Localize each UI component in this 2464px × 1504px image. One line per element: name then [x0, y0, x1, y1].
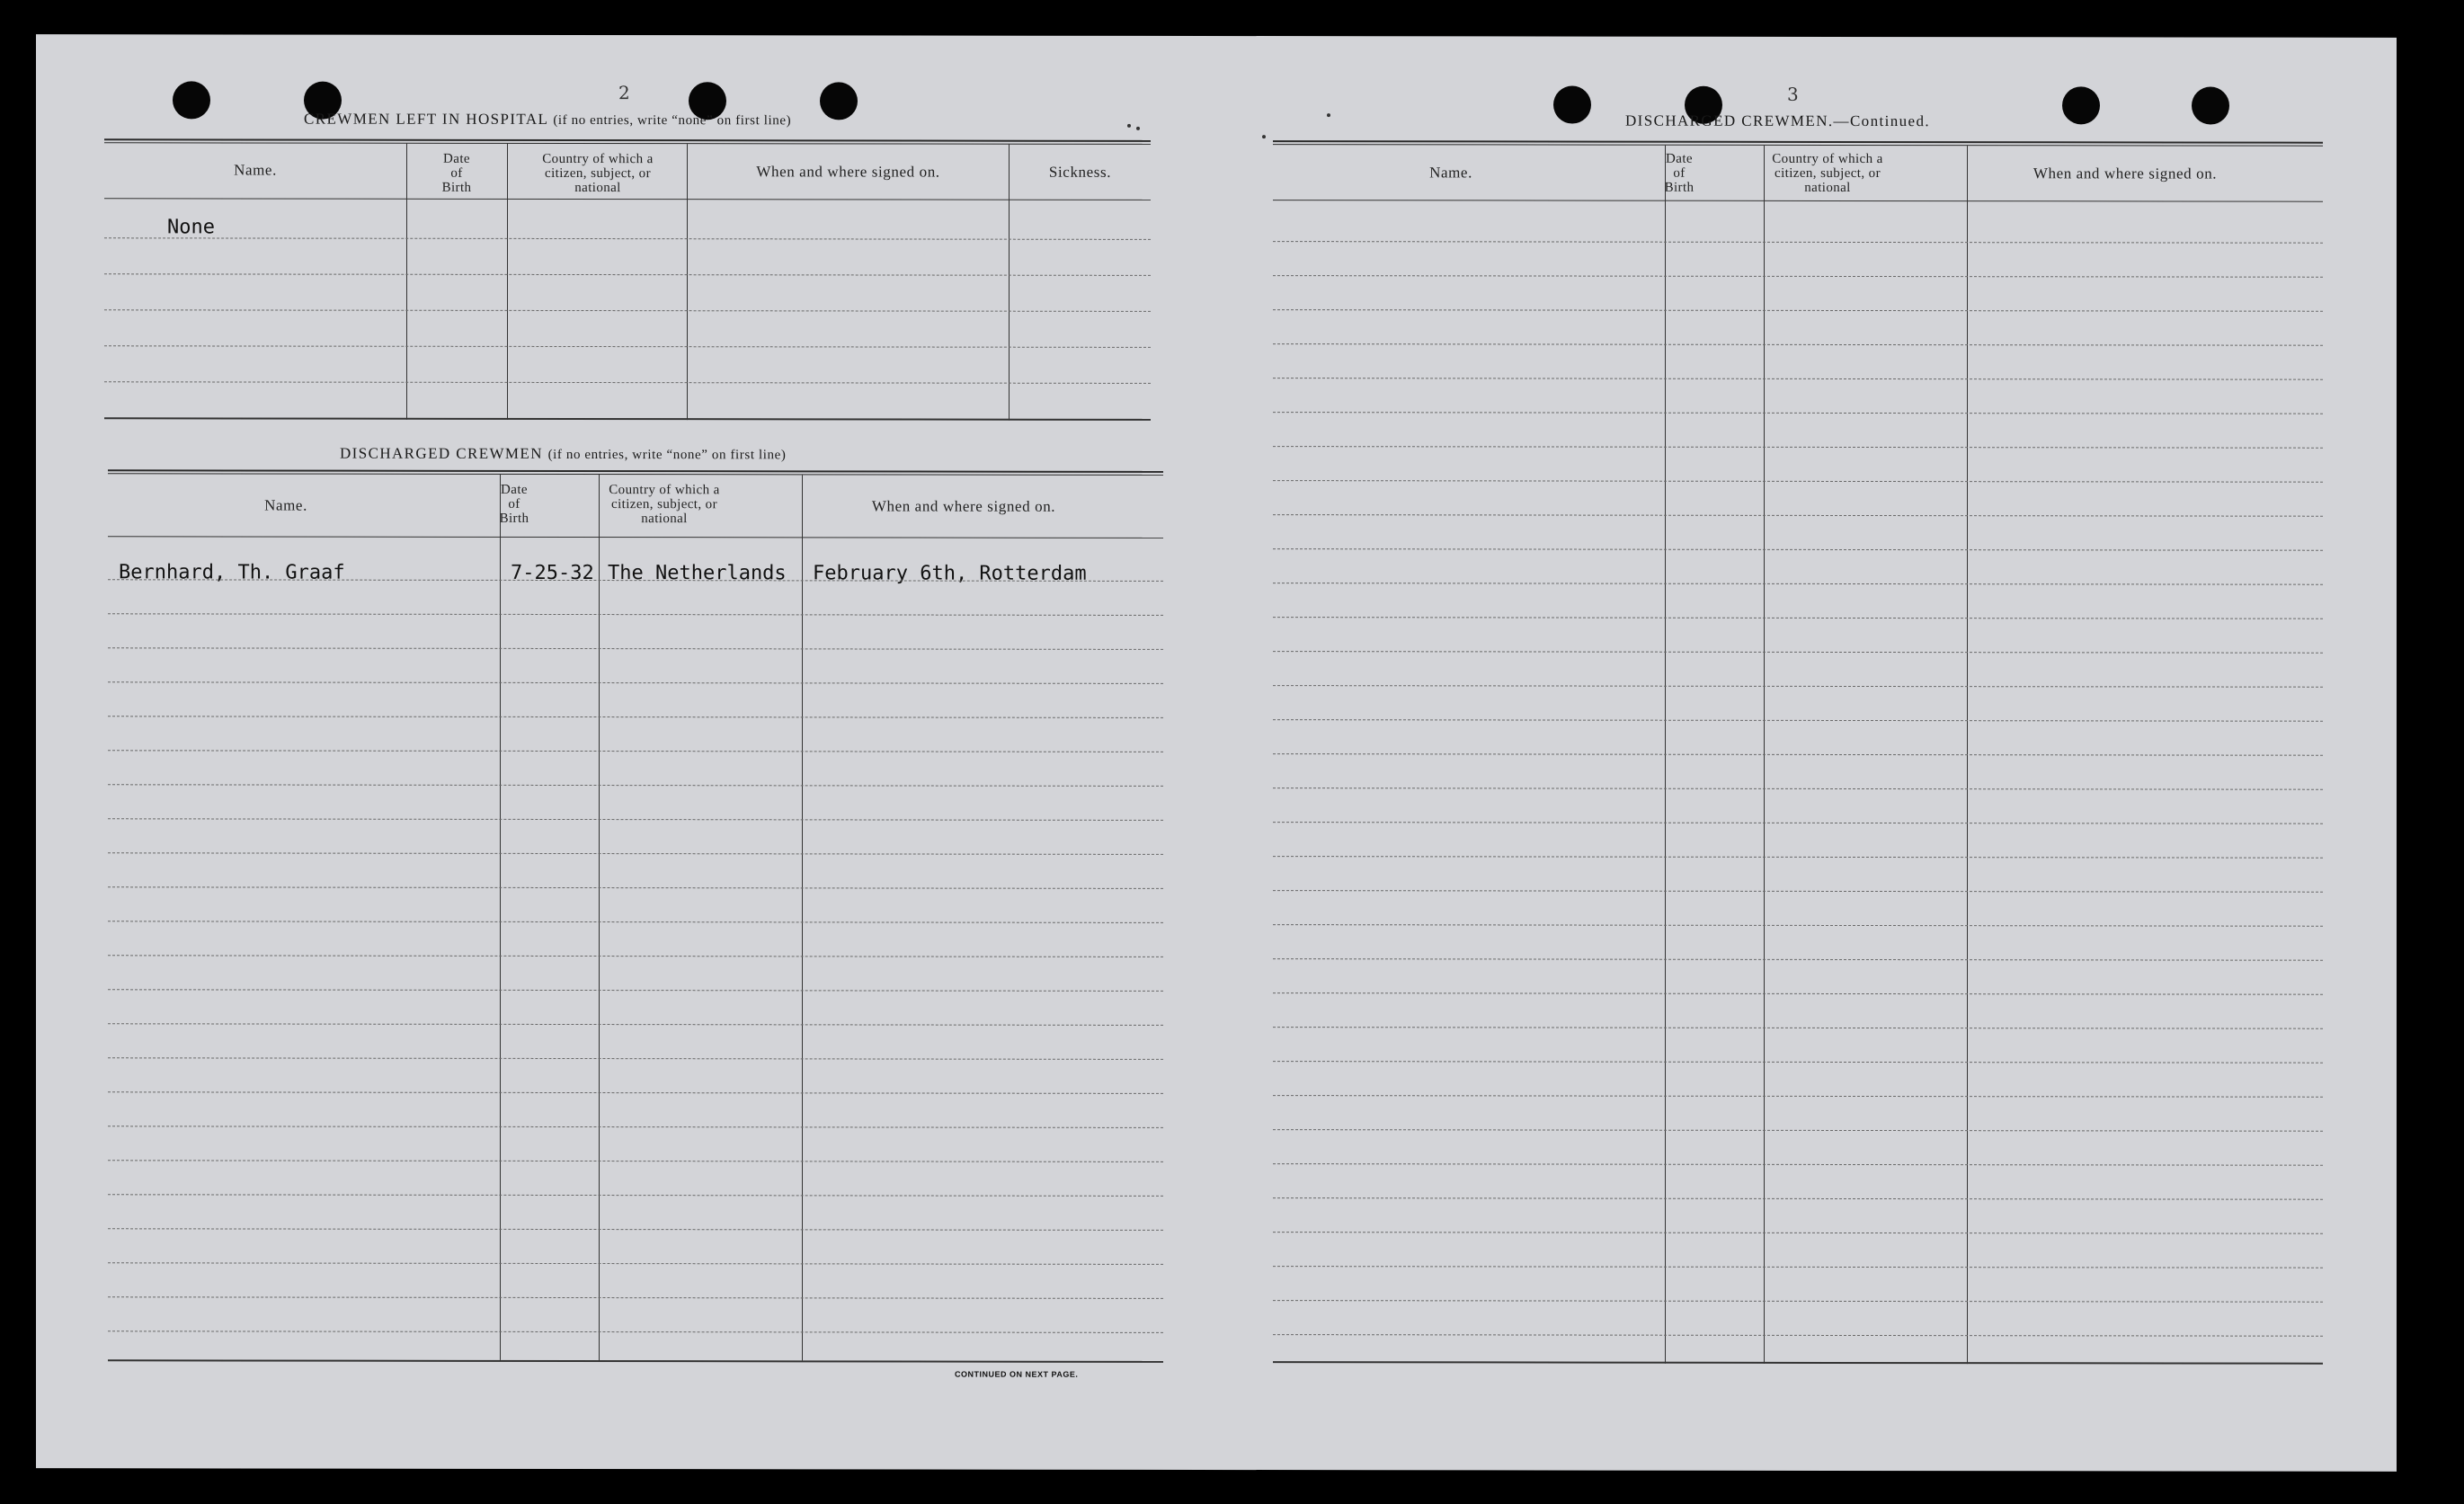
- hospital-section-title: CREWMEN LEFT IN HOSPITAL (if no entries, write “none” on first line): [304, 110, 792, 129]
- ruled-line: [108, 681, 1163, 684]
- discharged-entry-name: Bernhard, Th. Graaf: [119, 561, 345, 584]
- ruled-line: [108, 1160, 1163, 1162]
- col-header-dob: Date of Birth: [441, 151, 472, 195]
- speck: [1136, 127, 1140, 130]
- discharged-continued-table: [1273, 140, 2323, 1366]
- hospital-entry-name: None: [167, 216, 215, 239]
- ruled-line: [1273, 514, 2323, 517]
- ruled-line: [108, 1023, 1163, 1026]
- ruled-line: [1273, 583, 2323, 585]
- punch-hole: [820, 82, 858, 120]
- ruled-line: [108, 784, 1163, 787]
- discharged-entry-signed: February 6th, Rotterdam: [813, 562, 1087, 585]
- ruled-line: [1273, 1095, 2323, 1098]
- col-header-country: Country of which a citizen, subject, or national: [1772, 151, 1883, 195]
- discharged-section-title: DISCHARGED CREWMEN (if no entries, write “none” on first line): [340, 444, 787, 463]
- discharged-continued-title: DISCHARGED CREWMEN.—Continued.: [1625, 111, 1931, 130]
- ruled-line: [108, 852, 1163, 855]
- ruled-line: [1273, 275, 2323, 278]
- col-header-signed: When and where signed on.: [2033, 165, 2218, 182]
- ruled-line: [108, 1126, 1163, 1128]
- ruled-line: [1273, 1266, 2323, 1268]
- ruled-line: [108, 647, 1163, 650]
- col-divider: [599, 475, 600, 1360]
- col-header-signed: When and where signed on.: [871, 497, 1056, 515]
- page-number-left: 2: [618, 82, 630, 104]
- ruled-line: [1273, 241, 2323, 244]
- ruled-line: [1273, 548, 2323, 551]
- ruled-line: [108, 989, 1163, 992]
- ruled-line: [108, 613, 1163, 616]
- ruled-line: [108, 1330, 1163, 1333]
- col-divider: [507, 144, 508, 420]
- ruled-line: [1273, 958, 2323, 961]
- ruled-line: [108, 1194, 1163, 1197]
- ruled-line: [108, 818, 1163, 821]
- ruled-line: [1273, 719, 2323, 722]
- ruled-line: [108, 1262, 1163, 1265]
- ruled-line: [108, 1057, 1163, 1060]
- ruled-line: [1273, 890, 2323, 893]
- ruled-line: [108, 750, 1163, 752]
- ruled-line: [1273, 343, 2323, 346]
- ruled-line: [108, 886, 1163, 889]
- col-header-dob: Date of Birth: [1664, 151, 1695, 195]
- ruled-line: [1273, 1129, 2323, 1132]
- col-header-name: Name.: [1429, 164, 1472, 182]
- speck: [1262, 135, 1266, 138]
- col-header-dob: Date of Birth: [499, 482, 529, 526]
- ruled-line: [1273, 1027, 2323, 1029]
- punch-hole: [1553, 86, 1591, 124]
- ruled-line: [108, 1228, 1163, 1231]
- ruled-line: [1273, 822, 2323, 824]
- ruled-line: [108, 1091, 1163, 1094]
- discharged-table: [108, 469, 1163, 1363]
- ruled-line: [1273, 753, 2323, 756]
- col-header-country: Country of which a citizen, subject, or national: [542, 151, 654, 196]
- ruled-line: [1273, 992, 2323, 995]
- discharged-entry-dob: 7-25-32: [511, 561, 594, 585]
- ruled-line: [1273, 480, 2323, 483]
- ruled-line: [1273, 856, 2323, 859]
- col-divider: [687, 144, 688, 420]
- ruled-line: [108, 1296, 1163, 1299]
- ruled-line: [1273, 1232, 2323, 1234]
- ruled-line: [1273, 412, 2323, 414]
- ruled-line: [1273, 924, 2323, 927]
- punch-hole: [2062, 86, 2100, 124]
- ruled-line: [1273, 1163, 2323, 1166]
- col-header-sickness: Sickness.: [1048, 163, 1112, 181]
- ruled-line: [1273, 685, 2323, 688]
- col-header-name: Name.: [264, 496, 307, 514]
- col-header-country: Country of which a citizen, subject, or national: [609, 483, 720, 527]
- col-header-signed: When and where signed on.: [756, 163, 940, 181]
- document-scan: [36, 34, 2397, 1472]
- continued-footer: CONTINUED ON NEXT PAGE.: [955, 1369, 1079, 1379]
- speck: [1127, 124, 1131, 128]
- ruled-line: [1273, 617, 2323, 619]
- ruled-line: [1273, 1197, 2323, 1200]
- ruled-line: [108, 921, 1163, 923]
- ruled-line: [1273, 378, 2323, 380]
- ruled-line: [108, 955, 1163, 957]
- col-divider: [1009, 145, 1010, 421]
- col-divider: [500, 475, 501, 1360]
- ruled-line: [1273, 1300, 2323, 1303]
- discharged-entry-country: The Netherlands: [608, 562, 787, 585]
- ruled-line: [1273, 1061, 2323, 1063]
- col-divider: [802, 475, 803, 1360]
- hospital-table: [104, 138, 1151, 423]
- ruled-line: [1273, 788, 2323, 790]
- col-divider: [406, 144, 407, 420]
- ruled-line: [1273, 446, 2323, 449]
- ruled-line: [1273, 651, 2323, 654]
- speck: [1327, 113, 1330, 117]
- ruled-line: [108, 716, 1163, 718]
- col-header-name: Name.: [234, 161, 277, 179]
- page-number-right: 3: [1787, 83, 1799, 105]
- ruled-line: [1273, 1334, 2323, 1337]
- punch-hole: [173, 81, 210, 119]
- punch-hole: [2192, 87, 2229, 125]
- ruled-line: [1273, 309, 2323, 312]
